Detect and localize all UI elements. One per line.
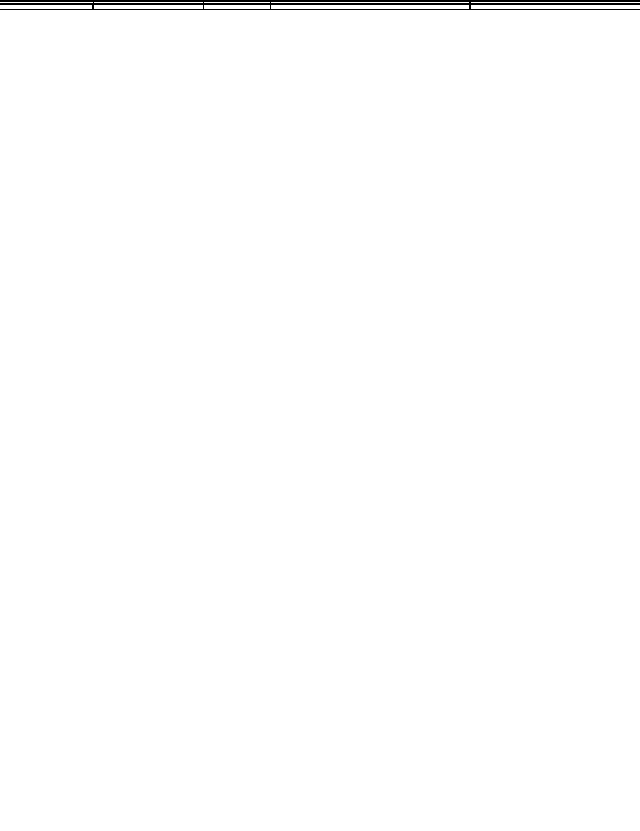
cell-safe-actions: [470, 8, 548, 10]
cell-backbone: [203, 8, 270, 10]
results-table-body: [0, 1, 640, 9]
cell-unsafe-actions: [548, 8, 598, 10]
cell-eir1: [424, 8, 470, 10]
cell-safe-states: [270, 8, 342, 10]
training-method-idbf: [93, 4, 203, 9]
aggr-method-label-majority-voting: [0, 4, 93, 9]
results-table: [0, 0, 640, 10]
cell-unsafe-states: [342, 8, 424, 10]
cell-eir2: [598, 8, 640, 10]
